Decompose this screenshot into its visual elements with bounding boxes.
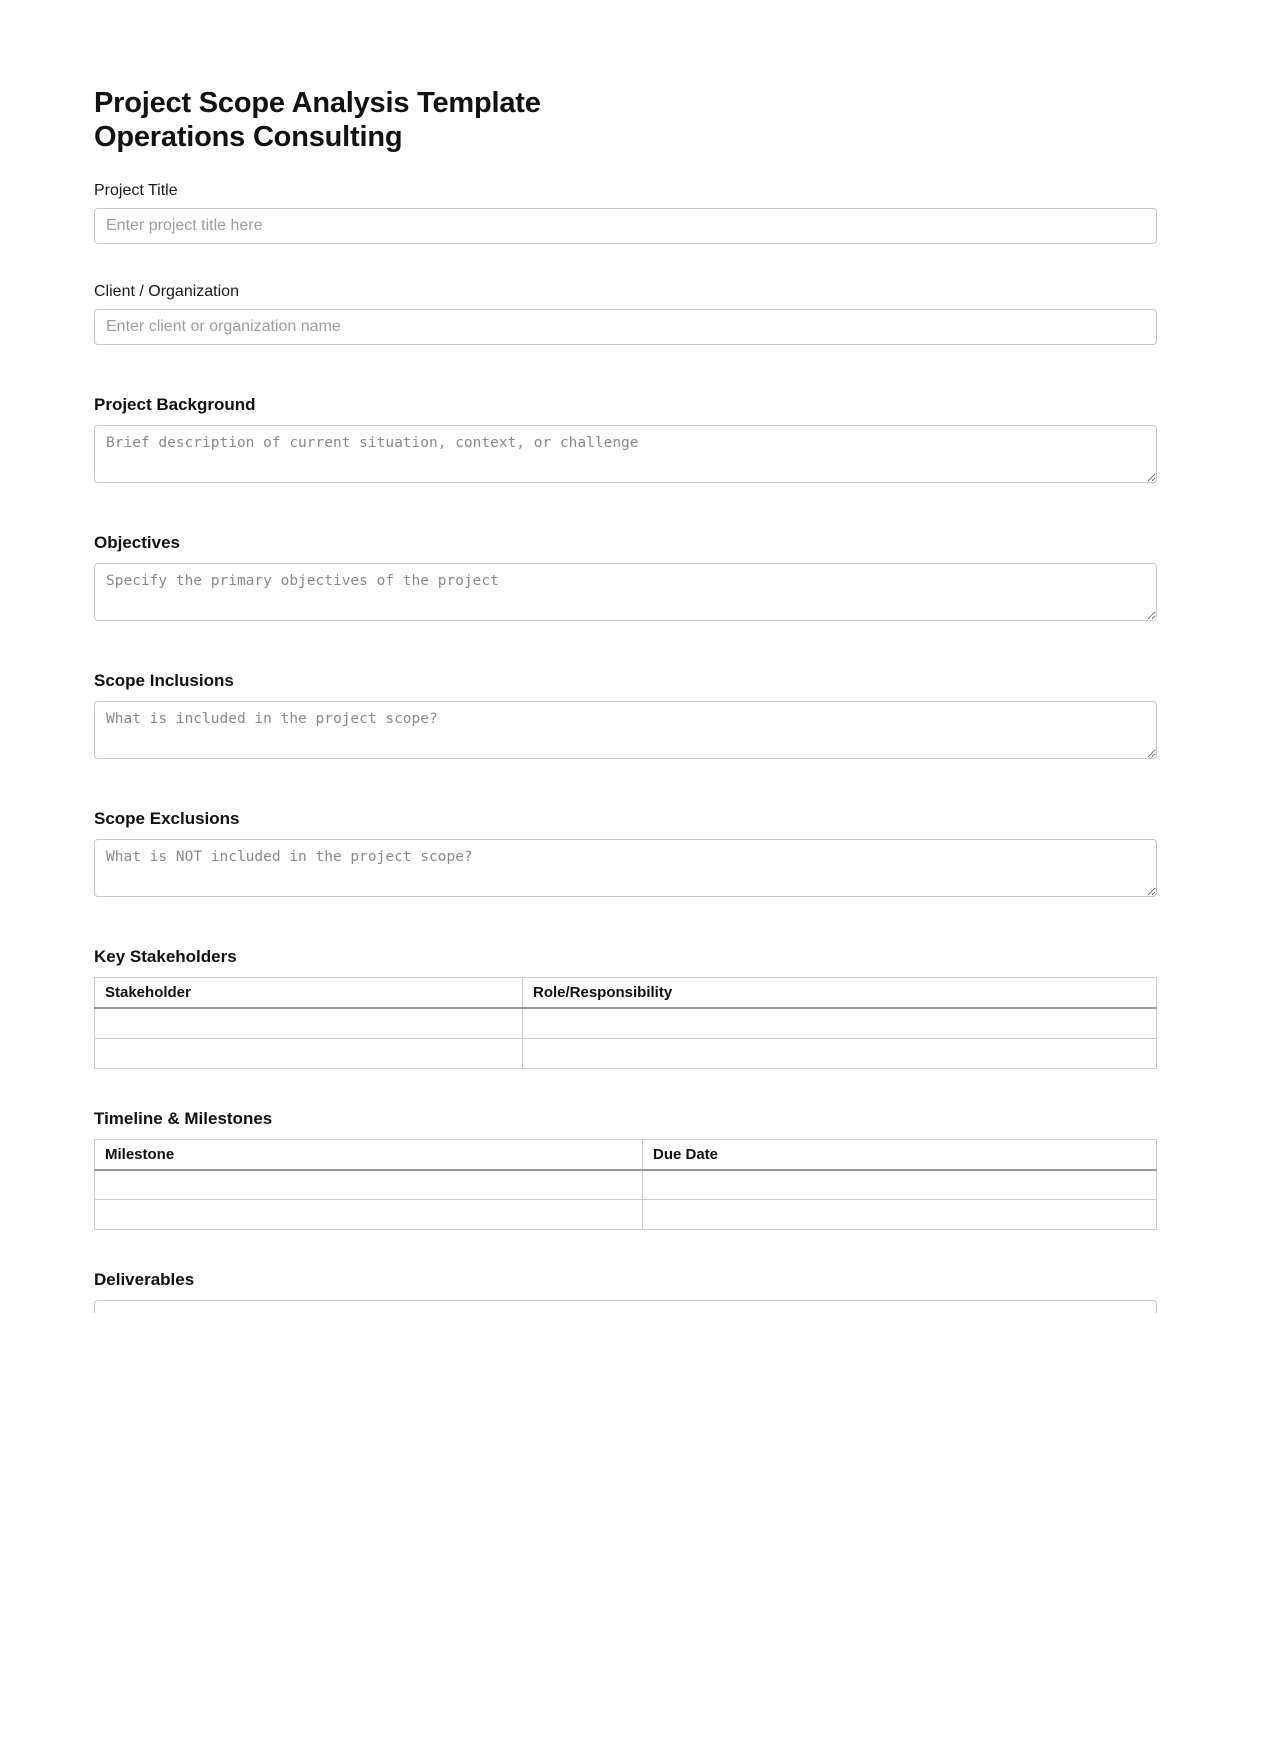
role-cell	[522, 1008, 1156, 1038]
project-background-textarea[interactable]	[94, 425, 1157, 483]
timeline-header-row	[95, 1139, 1157, 1170]
project-background-heading: Project Background	[94, 395, 256, 414]
objectives-heading: Objectives	[94, 533, 180, 552]
key-stakeholders-heading: Key Stakeholders	[94, 947, 237, 966]
project-title-input[interactable]	[94, 208, 1157, 244]
objectives-textarea[interactable]	[94, 563, 1157, 621]
milestone-cell	[95, 1170, 643, 1200]
timeline-milestones-heading: Timeline & Milestones	[94, 1108, 273, 1128]
timeline-table	[94, 1139, 1157, 1231]
role-cell	[522, 1038, 1156, 1068]
timeline-col-header-due-date: Due Date	[642, 1139, 1156, 1170]
stakeholders-table	[94, 977, 1157, 1069]
scope-exclusions-heading: Scope Exclusions	[94, 809, 240, 828]
stakeholder-cell	[95, 1008, 523, 1038]
client-organization-input[interactable]	[94, 309, 1157, 345]
deliverables-textarea-cutoff[interactable]	[94, 1300, 1157, 1313]
due-date-cell	[642, 1200, 1156, 1230]
due-date-cell	[642, 1170, 1156, 1200]
page-title	[94, 86, 1157, 154]
table-row	[95, 1038, 1157, 1068]
field-client-organization	[94, 282, 1157, 345]
project-title-label: Project Title	[94, 182, 178, 199]
scope-exclusions-textarea[interactable]	[94, 839, 1157, 897]
client-organization-label: Client / Organization	[94, 283, 239, 300]
stakeholders-header-row	[95, 978, 1157, 1009]
stakeholders-col-header-stakeholder: Stakeholder	[95, 978, 523, 1009]
field-project-title	[94, 181, 1157, 244]
table-row	[95, 1008, 1157, 1038]
stakeholder-cell	[95, 1038, 523, 1068]
deliverables-heading: Deliverables	[94, 1270, 195, 1289]
page-title-line-1: Project Scope Analysis Template	[94, 87, 541, 119]
table-row	[95, 1170, 1157, 1200]
table-row	[95, 1200, 1157, 1230]
scope-inclusions-heading: Scope Inclusions	[94, 671, 234, 690]
scope-inclusions-textarea[interactable]	[94, 701, 1157, 759]
page-title-line-2: Operations Consulting	[94, 121, 403, 153]
milestone-cell	[95, 1200, 643, 1230]
timeline-col-header-milestone: Milestone	[95, 1139, 643, 1170]
stakeholders-col-header-role: Role/Responsibility	[522, 978, 1156, 1009]
